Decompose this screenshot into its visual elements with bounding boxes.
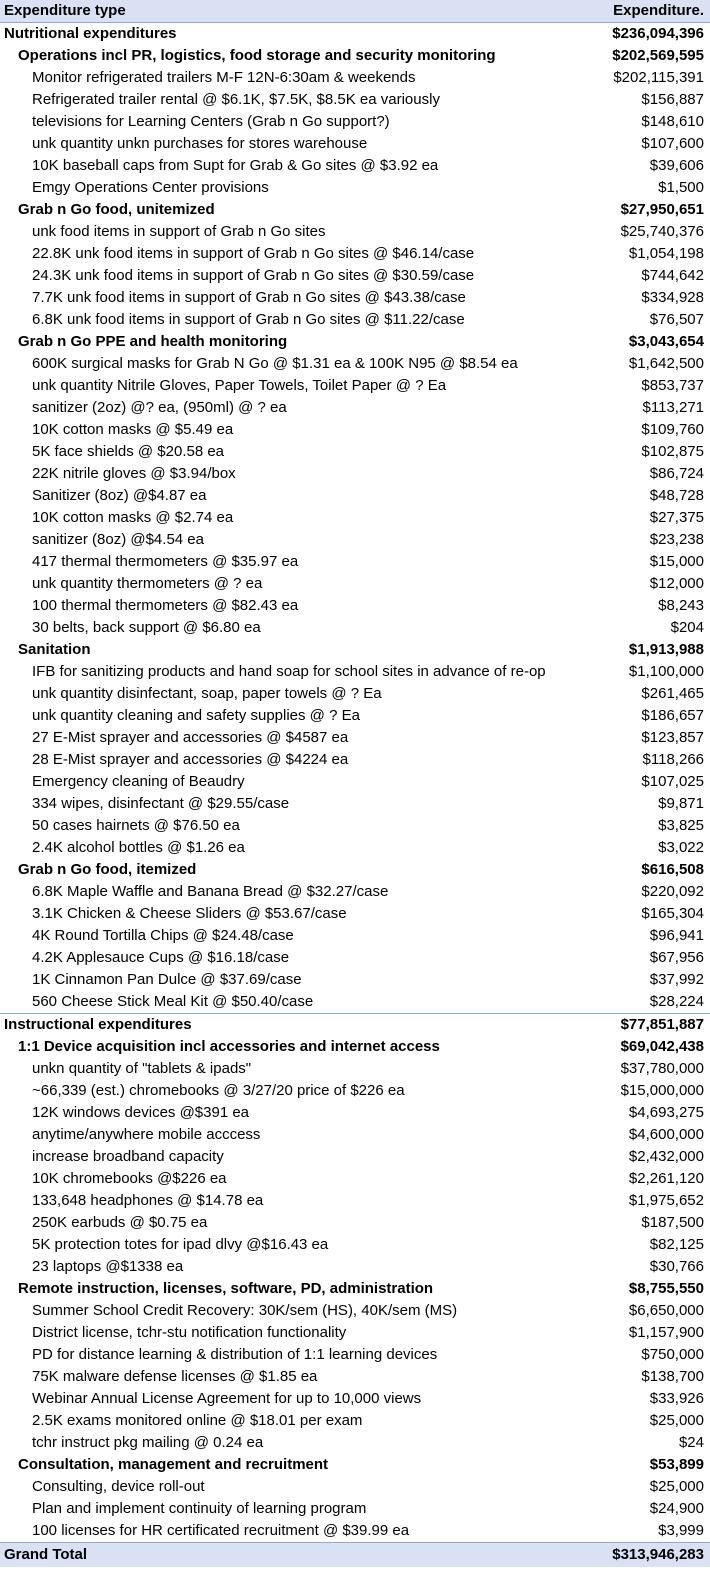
item-row xyxy=(0,1124,710,1146)
row-amount: $202,115,391 xyxy=(613,69,704,86)
row-amount: $12,000 xyxy=(649,575,704,592)
row-label: Grab n Go food, unitemized xyxy=(18,201,215,218)
row-label: Emergency cleaning of Beaudry xyxy=(32,773,245,790)
row-amount: $187,500 xyxy=(641,1214,704,1231)
item-row xyxy=(0,1388,710,1410)
item-row xyxy=(0,507,710,529)
item-row xyxy=(0,991,710,1014)
row-amount: $24 xyxy=(678,1434,704,1451)
row-amount: $37,992 xyxy=(649,971,704,988)
item-row xyxy=(0,881,710,903)
item-row xyxy=(0,375,710,397)
row-label: Sanitation xyxy=(18,641,91,658)
item-row xyxy=(0,1190,710,1212)
subcategory-row xyxy=(0,1278,710,1300)
item-row xyxy=(0,221,710,243)
row-amount: $1,100,000 xyxy=(628,663,704,680)
item-row xyxy=(0,815,710,837)
item-row xyxy=(0,309,710,331)
row-amount: $853,737 xyxy=(641,377,704,394)
item-row xyxy=(0,177,710,199)
row-label: 28 E-Mist sprayer and accessories @ $4224 ea xyxy=(32,751,349,768)
row-label: unk quantity cleaning and safety supplies @ ? Ea xyxy=(32,707,360,724)
row-label: 10K baseball caps from Supt for Grab & Go sites @ $3.92 ea xyxy=(32,157,439,174)
row-label: Consulting, device roll-out xyxy=(32,1478,205,1495)
item-row xyxy=(0,573,710,595)
row-amount: $77,851,887 xyxy=(558,1014,710,1037)
row-amount: $27,375 xyxy=(649,509,704,526)
item-row xyxy=(0,243,710,265)
row-amount: $28,224 xyxy=(649,993,704,1010)
row-amount: $118,266 xyxy=(642,751,704,768)
row-label: 24.3K unk food items in support of Grab n Go sites @ $30.59/case xyxy=(32,267,475,284)
row-label: unk quantity Nitrile Gloves, Paper Towels, Toilet Paper @ ? Ea xyxy=(32,377,447,394)
row-label: 10K chromebooks @$226 ea xyxy=(32,1170,227,1187)
category-row xyxy=(0,1014,710,1037)
grand-total-amount: $313,946,283 xyxy=(558,1543,710,1568)
row-label: 600K surgical masks for Grab N Go @ $1.31 ea & 100K N95 @ $8.54 ea xyxy=(32,355,518,372)
row-amount: $27,950,651 xyxy=(620,201,704,218)
row-amount: $4,600,000 xyxy=(628,1126,704,1143)
row-amount: $107,600 xyxy=(641,135,704,152)
row-label: 50 cases hairnets @ $76.50 ea xyxy=(32,817,240,834)
row-amount: $67,956 xyxy=(649,949,704,966)
item-row xyxy=(0,1146,710,1168)
row-amount: $23,238 xyxy=(649,531,704,548)
row-amount: $1,500 xyxy=(658,179,704,196)
row-amount: $25,740,376 xyxy=(620,223,704,240)
row-label: increase broadband capacity xyxy=(32,1148,224,1165)
row-amount: $107,025 xyxy=(641,773,704,790)
row-amount: $37,780,000 xyxy=(620,1060,704,1077)
row-label: Webinar Annual License Agreement for up to 10,000 views xyxy=(32,1390,422,1407)
item-row xyxy=(0,947,710,969)
row-label: 4.2K Applesauce Cups @ $16.18/case xyxy=(32,949,290,966)
row-label: 7.7K unk food items in support of Grab n Go sites @ $43.38/case xyxy=(32,289,466,306)
row-label: 22K nitrile gloves @ $3.94/box xyxy=(32,465,236,482)
row-amount: $138,700 xyxy=(641,1368,704,1385)
row-amount: $148,610 xyxy=(641,113,704,130)
row-amount: $616,508 xyxy=(641,861,704,878)
row-label: 334 wipes, disinfectant @ $29.55/case xyxy=(32,795,290,812)
category-row xyxy=(0,23,710,46)
row-amount: $236,094,396 xyxy=(558,23,710,46)
item-row xyxy=(0,1322,710,1344)
row-label: sanitizer (2oz) @? ea, (950ml) @ ? ea xyxy=(32,399,287,416)
row-label: 560 Cheese Stick Meal Kit @ $50.40/case xyxy=(32,993,314,1010)
row-label: Instructional expenditures xyxy=(0,1014,558,1037)
item-row xyxy=(0,661,710,683)
row-amount: $30,766 xyxy=(649,1258,704,1275)
row-amount: $96,941 xyxy=(649,927,704,944)
subcategory-row xyxy=(0,1454,710,1476)
row-amount: $156,887 xyxy=(641,91,704,108)
row-label: 5K face shields @ $20.58 ea xyxy=(32,443,225,460)
row-label: 10K cotton masks @ $5.49 ea xyxy=(32,421,234,438)
row-amount: $744,642 xyxy=(641,267,704,284)
row-label: Sanitizer (8oz) @$4.87 ea xyxy=(32,487,207,504)
item-row xyxy=(0,1520,710,1543)
row-amount: $33,926 xyxy=(649,1390,704,1407)
row-amount: $1,157,900 xyxy=(628,1324,704,1341)
row-label: 3.1K Chicken & Cheese Sliders @ $53.67/case xyxy=(32,905,347,922)
row-label: ~66,339 (est.) chromebooks @ 3/27/20 price of $226 ea xyxy=(32,1082,405,1099)
item-row xyxy=(0,89,710,111)
row-amount: $334,928 xyxy=(641,289,704,306)
row-amount: $1,913,988 xyxy=(628,641,704,658)
item-row xyxy=(0,969,710,991)
row-amount: $86,724 xyxy=(649,465,704,482)
row-amount: $15,000 xyxy=(649,553,704,570)
item-row xyxy=(0,771,710,793)
row-amount: $165,304 xyxy=(641,905,704,922)
item-row xyxy=(0,419,710,441)
row-amount: $2,261,120 xyxy=(628,1170,704,1187)
row-label: Operations incl PR, logistics, food storage and security monitoring xyxy=(18,47,496,64)
row-amount: $8,243 xyxy=(658,597,704,614)
row-label: 250K earbuds @ $0.75 ea xyxy=(32,1214,208,1231)
row-label: 5K protection totes for ipad dlvy @$16.43 ea xyxy=(32,1236,329,1253)
item-row xyxy=(0,1410,710,1432)
item-row xyxy=(0,1080,710,1102)
item-row xyxy=(0,287,710,309)
row-amount: $6,650,000 xyxy=(628,1302,704,1319)
row-amount: $25,000 xyxy=(649,1412,704,1429)
row-label: 417 thermal thermometers @ $35.97 ea xyxy=(32,553,299,570)
row-label: unk quantity disinfectant, soap, paper towels @ ? Ea xyxy=(32,685,382,702)
item-row xyxy=(0,265,710,287)
row-label: 27 E-Mist sprayer and accessories @ $4587 ea xyxy=(32,729,349,746)
row-amount: $8,755,550 xyxy=(628,1280,704,1297)
row-label: Remote instruction, licenses, software, PD, administration xyxy=(18,1280,434,1297)
row-label: unk food items in support of Grab n Go sites xyxy=(32,223,326,240)
item-row xyxy=(0,463,710,485)
row-amount: $69,042,438 xyxy=(620,1038,704,1055)
row-amount: $1,054,198 xyxy=(628,245,704,262)
row-amount: $186,657 xyxy=(641,707,704,724)
item-row xyxy=(0,1102,710,1124)
subcategory-row xyxy=(0,639,710,661)
row-label: 6.8K Maple Waffle and Banana Bread @ $32.27/case xyxy=(32,883,389,900)
item-row xyxy=(0,683,710,705)
row-label: 10K cotton masks @ $2.74 ea xyxy=(32,509,234,526)
row-label: 133,648 headphones @ $14.78 ea xyxy=(32,1192,264,1209)
row-amount: $202,569,595 xyxy=(612,47,704,64)
item-row xyxy=(0,111,710,133)
row-amount: $15,000,000 xyxy=(620,1082,704,1099)
item-row xyxy=(0,1212,710,1234)
row-amount: $113,271 xyxy=(642,399,704,416)
row-amount: $3,043,654 xyxy=(628,333,704,350)
row-label: 23 laptops @$1338 ea xyxy=(32,1258,184,1275)
item-row xyxy=(0,1168,710,1190)
row-label: Consultation, management and recruitment xyxy=(18,1456,329,1473)
row-label: 2.4K alcohol bottles @ $1.26 ea xyxy=(32,839,245,856)
item-row xyxy=(0,551,710,573)
row-amount: $76,507 xyxy=(649,311,704,328)
row-label: 12K windows devices @$391 ea xyxy=(32,1104,250,1121)
subcategory-row xyxy=(0,199,710,221)
row-amount: $750,000 xyxy=(641,1346,704,1363)
row-amount: $204 xyxy=(670,619,704,636)
row-label: 4K Round Tortilla Chips @ $24.48/case xyxy=(32,927,294,944)
grand-total-label: Grand Total xyxy=(0,1543,558,1568)
row-amount: $220,092 xyxy=(641,883,704,900)
row-amount: $1,642,500 xyxy=(628,355,704,372)
row-label: unk quantity unkn purchases for stores warehouse xyxy=(32,135,368,152)
item-row xyxy=(0,1498,710,1520)
row-amount: $82,125 xyxy=(649,1236,704,1253)
item-row xyxy=(0,529,710,551)
row-label: 1:1 Device acquisition incl accessories and internet access xyxy=(18,1038,440,1055)
item-row xyxy=(0,903,710,925)
row-amount: $39,606 xyxy=(649,157,704,174)
row-amount: $3,825 xyxy=(658,817,704,834)
subcategory-row xyxy=(0,1036,710,1058)
row-label: 6.8K unk food items in support of Grab n Go sites @ $11.22/case xyxy=(32,311,465,328)
item-row xyxy=(0,133,710,155)
subcategory-row xyxy=(0,331,710,353)
row-label: Monitor refrigerated trailers M-F 12N-6:30am & weekends xyxy=(32,69,416,86)
item-row xyxy=(0,595,710,617)
header-type-cell: Expenditure type xyxy=(0,0,558,23)
item-row xyxy=(0,793,710,815)
item-row xyxy=(0,1432,710,1454)
row-label: 22.8K unk food items in support of Grab n Go sites @ $46.14/case xyxy=(32,245,475,262)
row-amount: $102,875 xyxy=(641,443,704,460)
item-row xyxy=(0,485,710,507)
row-label: District license, tchr-stu notification functionality xyxy=(32,1324,347,1341)
item-row xyxy=(0,1366,710,1388)
row-label: 75K malware defense licenses @ $1.85 ea xyxy=(32,1368,318,1385)
row-amount: $53,899 xyxy=(649,1456,704,1473)
row-amount: $4,693,275 xyxy=(628,1104,704,1121)
row-label: 2.5K exams monitored online @ $18.01 per exam xyxy=(32,1412,363,1429)
subcategory-row xyxy=(0,859,710,881)
row-label: sanitizer (8oz) @$4.54 ea xyxy=(32,531,204,548)
item-row xyxy=(0,925,710,947)
item-row xyxy=(0,441,710,463)
item-row xyxy=(0,1344,710,1366)
row-amount: $3,999 xyxy=(658,1522,704,1539)
item-row xyxy=(0,749,710,771)
header-expenditure-cell: Expenditure. xyxy=(558,0,710,23)
item-row xyxy=(0,1476,710,1498)
header-row xyxy=(0,0,710,23)
row-amount: $3,022 xyxy=(658,839,704,856)
row-label: anytime/anywhere mobile acccess xyxy=(32,1126,261,1143)
row-label: 100 licenses for HR certificated recruitment @ $39.99 ea xyxy=(32,1522,410,1539)
row-label: tchr instruct pkg mailing @ 0.24 ea xyxy=(32,1434,264,1451)
row-label: 1K Cinnamon Pan Dulce @ $37.69/case xyxy=(32,971,302,988)
row-label: IFB for sanitizing products and hand soap for school sites in advance of re-op xyxy=(32,663,546,680)
item-row xyxy=(0,155,710,177)
row-amount: $9,871 xyxy=(658,795,704,812)
row-label: Refrigerated trailer rental @ $6.1K, $7.5K, $8.5K ea variously xyxy=(32,91,440,108)
item-row xyxy=(0,837,710,859)
row-label: unkn quantity of "tablets & ipads" xyxy=(32,1060,252,1077)
item-row xyxy=(0,1058,710,1080)
row-amount: $1,975,652 xyxy=(628,1192,704,1209)
row-label: televisions for Learning Centers (Grab n Go support?) xyxy=(32,113,390,130)
item-row xyxy=(0,1256,710,1278)
subcategory-row xyxy=(0,45,710,67)
grand-total-row xyxy=(0,1543,710,1568)
row-amount: $261,465 xyxy=(641,685,704,702)
row-amount: $109,760 xyxy=(641,421,704,438)
row-label: Summer School Credit Recovery: 30K/sem (HS), 40K/sem (MS) xyxy=(32,1302,458,1319)
item-row xyxy=(0,617,710,639)
item-row xyxy=(0,705,710,727)
row-amount: $123,857 xyxy=(641,729,704,746)
row-label: Emgy Operations Center provisions xyxy=(32,179,269,196)
row-amount: $48,728 xyxy=(649,487,704,504)
row-amount: $2,432,000 xyxy=(628,1148,704,1165)
item-row xyxy=(0,727,710,749)
row-label: 30 belts, back support @ $6.80 ea xyxy=(32,619,261,636)
row-label: 100 thermal thermometers @ $82.43 ea xyxy=(32,597,299,614)
row-amount: $24,900 xyxy=(649,1500,704,1517)
row-amount: $25,000 xyxy=(649,1478,704,1495)
item-row xyxy=(0,1300,710,1322)
row-label: PD for distance learning & distribution of 1:1 learning devices xyxy=(32,1346,438,1363)
item-row xyxy=(0,1234,710,1256)
item-row xyxy=(0,353,710,375)
row-label: Grab n Go PPE and health monitoring xyxy=(18,333,288,350)
item-row xyxy=(0,67,710,89)
row-label: Plan and implement continuity of learning program xyxy=(32,1500,367,1517)
row-label: unk quantity thermometers @ ? ea xyxy=(32,575,263,592)
row-label: Nutritional expenditures xyxy=(0,23,558,46)
item-row xyxy=(0,397,710,419)
row-label: Grab n Go food, itemized xyxy=(18,861,197,878)
